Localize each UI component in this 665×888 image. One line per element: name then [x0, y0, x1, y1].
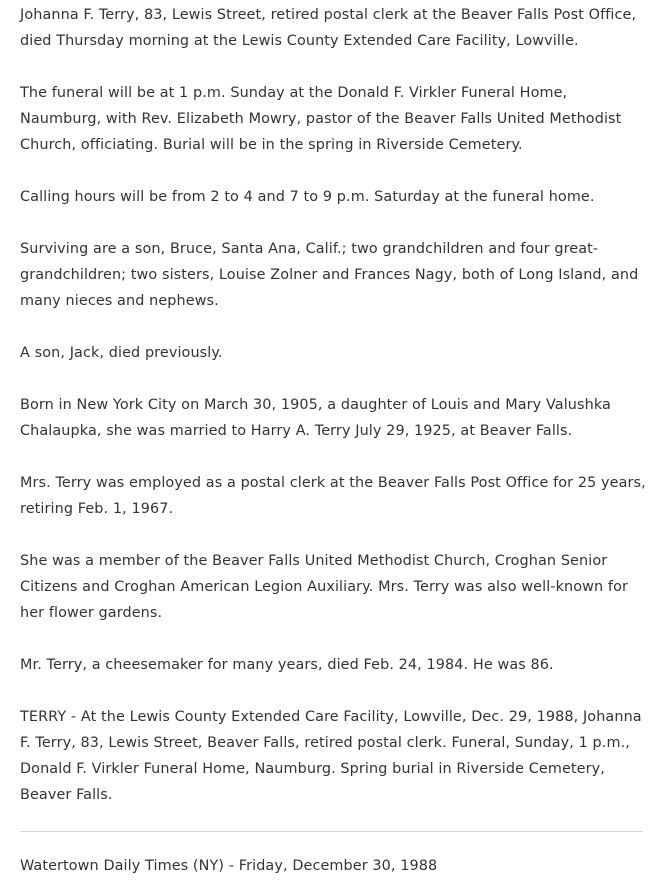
paragraph-memberships: She was a member of the Beaver Falls United Methodist Church, Croghan Senior Citizens and Croghan American Legion Auxiliary. Mrs. Terry was also well-known for her flower gardens.	[20, 553, 629, 621]
paragraph-intro: Johanna F. Terry, 83, Lewis Street, retired postal clerk at the Beaver Falls Post Office, died Thursday morning at the Lewis County Extended Care Facility, Lowville.	[20, 7, 637, 49]
source-citation: Watertown Daily Times (NY) - Friday, December 30, 1988	[20, 858, 438, 874]
obituary-article	[20, 2, 648, 834]
paragraph-spouse: Mr. Terry, a cheesemaker for many years, died Feb. 24, 1984. He was 86.	[20, 657, 554, 673]
paragraph-predeceased: A son, Jack, died previously.	[20, 345, 223, 361]
paragraph-calling-hours: Calling hours will be from 2 to 4 and 7 to 9 p.m. Saturday at the funeral home.	[20, 189, 595, 205]
paragraph-death-notice: TERRY - At the Lewis County Extended Care Facility, Lowville, Dec. 29, 1988, Johanna F. Terry, 83, Lewis Street, Beaver Falls, retired postal clerk. Funeral, Sunday, 1 p.m., Donald F. Virkler Funeral Home, Naumburg. Spring burial in Riverside Cemetery, Beaver Falls.	[20, 709, 642, 803]
paragraph-survivors: Surviving are a son, Bruce, Santa Ana, Calif.; two grandchildren and four great-grandchildren; two sisters, Louise Zolner and Frances Nagy, both of Long Island, and many nieces and nephews.	[20, 241, 639, 309]
divider	[20, 831, 643, 832]
paragraph-employment: Mrs. Terry was employed as a postal clerk at the Beaver Falls Post Office for 25 years, retiring Feb. 1, 1967.	[20, 475, 646, 517]
paragraph-funeral: The funeral will be at 1 p.m. Sunday at the Donald F. Virkler Funeral Home, Naumburg, with Rev. Elizabeth Mowry, pastor of the Beaver Falls United Methodist Church, officiating. Burial will be in the spring in Riverside Cemetery.	[20, 85, 622, 153]
paragraph-birth: Born in New York City on March 30, 1905, a daughter of Louis and Mary Valushka Chalaupka, she was married to Harry A. Terry July 29, 1925, at Beaver Falls.	[20, 397, 611, 439]
